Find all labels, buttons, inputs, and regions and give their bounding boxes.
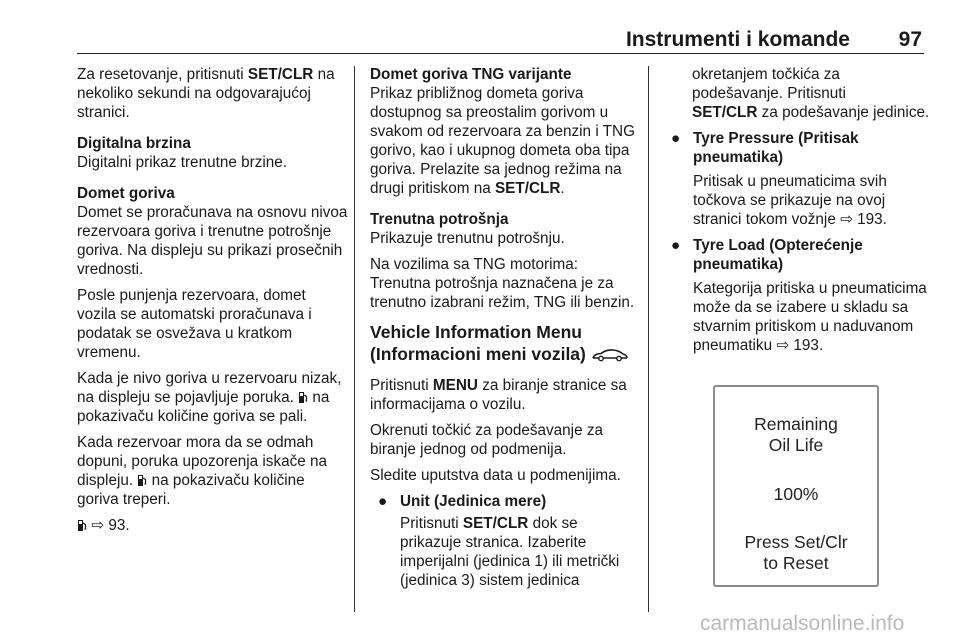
refuel-text: Posle punjenja rezervoara, domet vozila se automatski proračunava i podatak se osvežava u kratkom vremenu.	[77, 287, 312, 361]
menu-button-label: MENU	[432, 377, 478, 394]
low-fuel-text: Kada je nivo goriva u rezervoaru nizak, na displeju se pojavljuje poruka. na pokazivaču količine goriva se pali.	[77, 370, 342, 425]
display-title: Remaining Oil Life	[754, 414, 838, 455]
display-value: 100%	[773, 484, 819, 504]
digital-speed-heading: Digitalna brzina	[77, 135, 191, 152]
set-clr-label: SET/CLR	[462, 515, 529, 532]
tng-range-text: Prikaz približnog dometa goriva dostupnog sa preostalim gorivom u svakom od rezervoara za benzin i TNG gorivo, kao i ukupnog dometa oba tipa goriva. Prelazite sa jednog režima na drugi pritiskom na SET/CLR.	[370, 85, 635, 197]
menu-text: Pritisnuti MENU za biranje stranice sa informacijama o vozilu.	[370, 377, 627, 413]
fuel-pump-icon	[77, 519, 87, 532]
page-reference-icon[interactable]: ⇨	[776, 337, 790, 354]
column-divider	[648, 66, 649, 612]
tyre-pressure-text: Pritisak u pneumaticima svih točkova se prikazuje na ovoj stranici tokom vožnje ⇨ 193.	[693, 173, 887, 228]
unit-heading: Unit (Jedinica mere)	[400, 493, 547, 510]
tng-vehicles-text: Na vozilima sa TNG motorima: Trenutna potrošnja naznačena je za trenutno izabrani režim, TNG ili benzin.	[370, 256, 635, 311]
watermark: carmanualsonline.info	[700, 612, 905, 635]
fuel-pump-icon	[298, 391, 308, 404]
oil-life-display-illustration	[713, 385, 879, 587]
car-icon	[591, 348, 629, 362]
fuel-range-heading: Domet goriva	[77, 185, 175, 202]
chapter-title: Instrumenti i komande	[625, 28, 850, 51]
vehicle-info-menu-heading: Vehicle Information Menu (Informacioni meni vozila)	[370, 321, 638, 365]
column-divider	[354, 66, 355, 612]
set-clr-label: SET/CLR	[692, 104, 758, 121]
bullet-dot: ●	[671, 130, 681, 147]
set-clr-label: SET/CLR	[494, 180, 561, 197]
instant-consumption-heading: Trenutna potrošnja	[370, 211, 509, 228]
column-left	[77, 65, 349, 542]
unit-bullet-continued	[663, 65, 931, 122]
header-rule	[77, 53, 924, 54]
fuel-range-text: Domet se proračunava na osnovu nivoa rezervoara goriva i trenutne potrošnje goriva. Na displeju su prikazi prosečnih vrednosti.	[77, 204, 348, 278]
tng-range-heading: Domet goriva TNG varijante	[370, 66, 572, 83]
page-reference-icon[interactable]: ⇨	[91, 517, 105, 534]
unit-text-continued: okretanjem točkića za podešavanje. Pritisnuti SET/CLR za podešavanje jedinice.	[692, 66, 930, 121]
tyre-pressure-heading: Tyre Pressure (Pritisak pneumatika)	[693, 130, 859, 166]
digital-speed-text: Digitalni prikaz trenutne brzine.	[77, 154, 288, 171]
page-number: 97	[898, 28, 922, 51]
column-middle	[370, 65, 638, 597]
bullet-dot: ●	[671, 237, 681, 254]
page-reference-icon[interactable]: ⇨	[840, 211, 853, 228]
tyre-load-text: Kategorija pritiska u pneumaticima može da se izabere u skladu sa stvarnim pritiskom u naduvanom pneumatiku ⇨ 193.	[693, 280, 927, 354]
refill-warning-text: Kada rezervoar mora da se odmah dopuni, poruka upozorenja iskače na displeju. na pokazivaču količine goriva treperi.	[77, 434, 328, 508]
fuel-pump-icon	[137, 474, 147, 487]
unit-text: Pritisnuti SET/CLR dok se prikazuje stranica. Izaberite imperijalni (jedinica 1) ili metrički (jedinica 3) sistem jedinica	[400, 515, 620, 589]
reset-paragraph: Za resetovanje, pritisnuti SET/CLR na nekoliko sekundi na odgovarajućoj stranici.	[77, 66, 335, 121]
tyre-load-bullet	[663, 236, 931, 355]
set-clr-label: SET/CLR	[247, 66, 314, 83]
column-right	[663, 65, 931, 362]
turn-wheel-text: Okrenuti točkić za podešavanje za biranje jednog od podmenija.	[370, 422, 603, 458]
unit-bullet	[370, 492, 638, 590]
instant-consumption-text: Prikazuje trenutnu potrošnju.	[370, 230, 565, 247]
tyre-pressure-bullet	[663, 129, 931, 229]
display-instruction: Press Set/Clr to Reset	[744, 532, 848, 573]
tyre-load-heading: Tyre Load (Opterećenje pneumatika)	[693, 237, 863, 273]
follow-instructions-text: Sledite uputstva data u podmenijima.	[370, 467, 621, 484]
fuel-reference: ⇨ 93.	[77, 516, 349, 535]
page-header	[0, 0, 960, 52]
bullet-dot: ●	[378, 493, 388, 510]
